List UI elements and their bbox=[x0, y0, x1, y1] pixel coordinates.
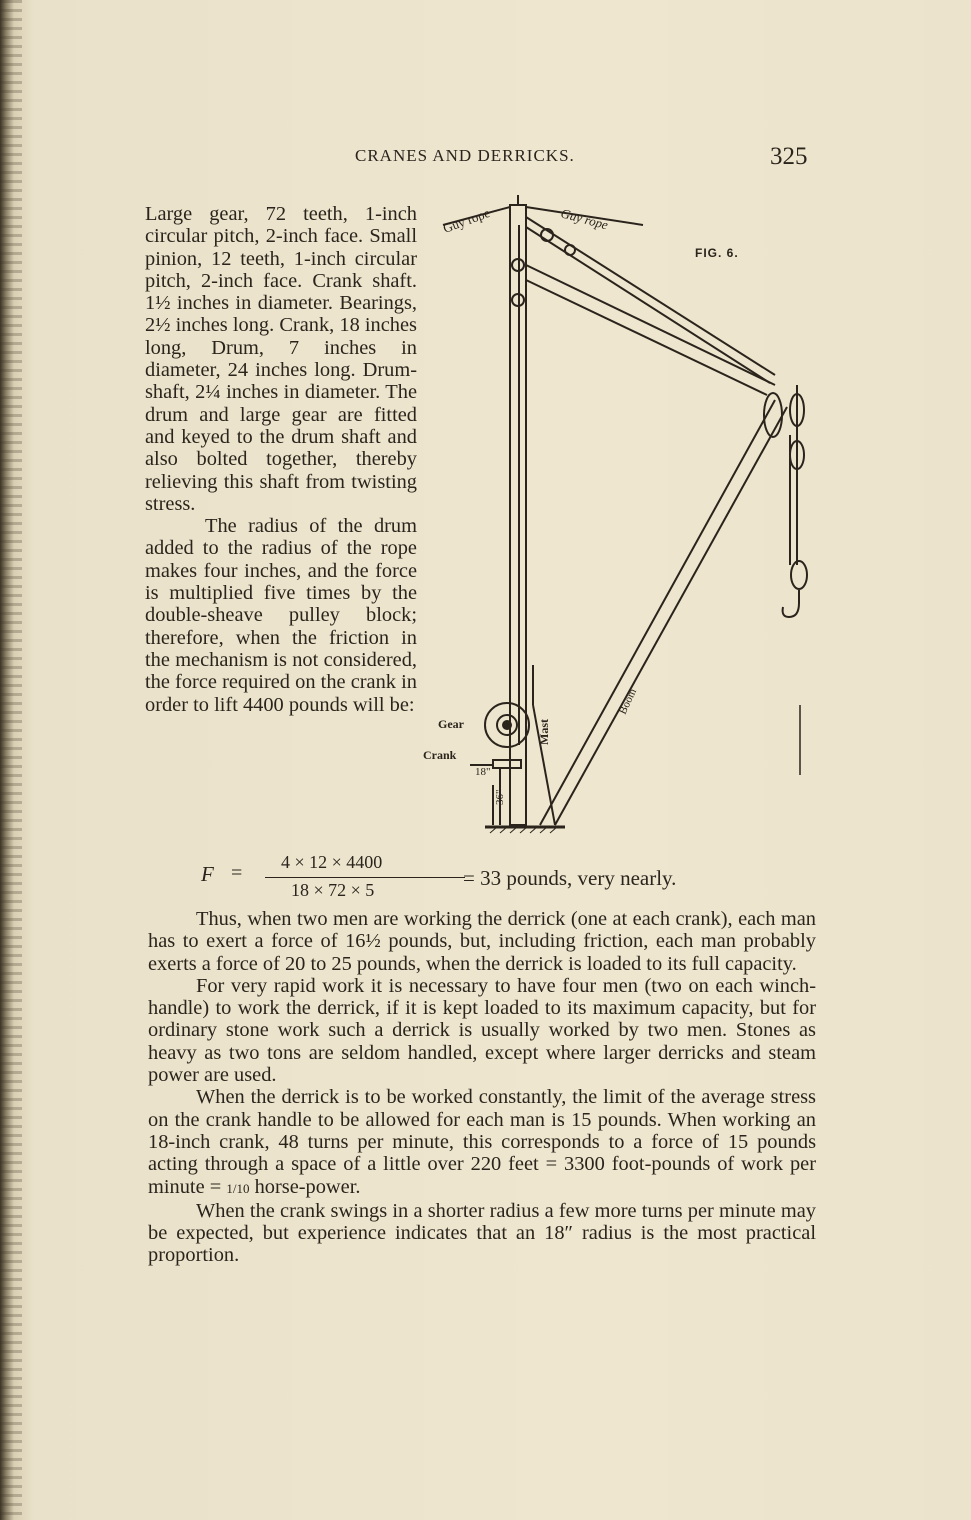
figure-caption: FIG. 6. bbox=[695, 246, 739, 260]
boom-shape bbox=[540, 400, 775, 825]
side-column-text bbox=[145, 203, 417, 716]
guy-rope-right-label: Guy rope bbox=[559, 205, 610, 233]
guy-rope-left-label: Guy rope bbox=[440, 205, 492, 236]
paragraph-constant-work bbox=[148, 1086, 816, 1199]
mast-label: Mast bbox=[537, 719, 551, 745]
formula-variable: F bbox=[201, 862, 214, 886]
constant-work-text: When the derrick is to be worked constantly, the limit of the average stress on the crank handle to be allowed for each man is 15 pounds. When working an 18-inch crank, 48 turns per minute, this corresponds to a force of 15 pounds acting through a space of a little over 220 feet = 3300 foot-pounds of work per minute = bbox=[148, 1086, 816, 1198]
formula-denominator: 18 × 72 × 5 bbox=[291, 880, 375, 900]
boom-label: Boom bbox=[616, 686, 640, 717]
paragraph-rapid-work: For very rapid work it is necessary to have four men (two on each winch-handle) to work the derrick, if it is kept loaded to its maximum capacity, but for ordinary stone work such a derrick is usually worked by two men. Stones as heavy as two tons are seldom handled, except where larger derricks and steam power are used. bbox=[148, 974, 816, 1087]
paragraph-shorter-radius: When the crank swings in a shorter radius a few more turns per minute may be expected, but experience indicates that an 18″ radius is the most practical proportion. bbox=[148, 1199, 816, 1267]
paragraph-two-men: Thus, when two men are working the derrick (one at each crank), each man has to exert a force of 16½ pounds, but, including friction, each man probably exerts a force of 20 to 25 pounds, when the derrick is loaded to its full capacity. bbox=[148, 908, 816, 975]
horsepower-fraction: 1/10 bbox=[226, 1180, 250, 1196]
force-formula bbox=[195, 852, 755, 904]
formula-fraction-bar bbox=[265, 877, 465, 878]
dim-18-label: 18" bbox=[475, 766, 491, 778]
dim-36-label: 36" bbox=[494, 789, 506, 805]
page-binding-edge bbox=[0, 0, 22, 1520]
crank-label: Crank bbox=[423, 748, 457, 762]
horsepower-text: horse-power. bbox=[254, 1175, 361, 1198]
main-text bbox=[148, 908, 816, 1267]
page-number: 325 bbox=[770, 143, 808, 170]
formula-numerator: 4 × 12 × 4400 bbox=[281, 852, 383, 872]
side-paragraph-force: The radius of the drum added to the radius of the rope makes four inches, and the force is multiplied five times by the double-sheave pulley block; therefore, when the friction in the mechanism is not considered, the force required on the crank in order to lift 4400 pounds will be: bbox=[145, 515, 417, 716]
formula-equals: = bbox=[231, 862, 243, 884]
side-paragraph-specs: Large gear, 72 teeth, 1-inch circular pitch, 2-inch face. Small pinion, 12 teeth, 1-inch circular pitch, 2-inch face. Crank shaft. 1½ inches in diameter. Bearings, 2½ inches long. Crank, 18 inches long, Drum, 7 inches in diameter, 24 inches long. Drum-shaft, 2¼ inches in diameter. The drum and large gear are fitted and keyed to the drum shaft and also bolted together, thereby relieving this shaft from twisting stress. bbox=[145, 203, 417, 515]
formula-result: = 33 pounds, very nearly. bbox=[463, 866, 677, 890]
derrick-diagram bbox=[415, 185, 815, 845]
gear-label: Gear bbox=[438, 717, 464, 731]
derrick-figure bbox=[415, 185, 815, 845]
running-title: CRANES AND DERRICKS. bbox=[355, 146, 575, 165]
